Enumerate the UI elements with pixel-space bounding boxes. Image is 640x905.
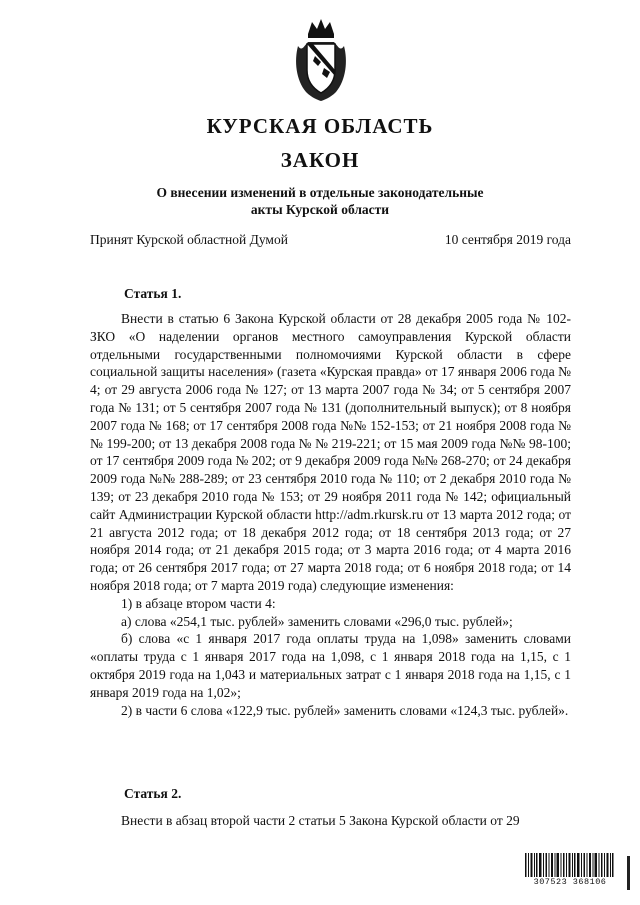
article-1-heading: Статья 1. [124, 286, 182, 301]
article-1-paragraph: 1) в абзаце втором части 4: [121, 595, 276, 611]
article-1-paragraph: Внести в статью 6 Закона Курской области от 28 декабря 2005 года № 102-ЗКО «О наделении органов местного самоуправления Курской области отдельными государственными полномочиями Курской области в сфере социальной защиты населения» (газета «Курская правда» от 17 января 2006 года № 4; от 29 августа 2006 года № 127; от 13 марта 2007 года № 34; от 5 сентября 2007 года № 131; от 5 сентября 2007 года № 131 (дополнительный выпуск); от 8 ноября 2007 года № 168; от 17 сентября 2008 года №№ 152-153; от 21 ноября 2008 года №№ 199-200; от 13 декабря 2008 года № № 219-221; от 15 мая 2009 года №№ 98-100; от 17 сентября 2009 года № 202; от 9 декабря 2009 года №№ 268-270; от 24 декабря 2009 года №№ 288-289; от 23 сентября 2010 года № 110; от 2 декабря 2010 года № 139; от 23 декабря 2010 года № 153; от 29 ноября 2011 года № 142; официальный сайт Администрации Курской области http://adm.rkursk.ru от 13 марта 2012 года; от 21 августа 2012 года; от 18 декабря 2012 года; от 18 сентября 2013 года; от 27 ноября 2014 года; от 21 декабря 2015 года; от 3 марта 2016 года; от 4 марта 2016 года; от 26 сентября 2017 года; от 27 марта 2018 года; от 6 ноября 2018 года; от 14 ноября 2018 года; от 7 марта 2019 года) следующие изменения: [90, 311, 571, 593]
document-type-title: ЗАКОН [280, 148, 360, 172]
article-2-text: Внести в абзац второй части 2 статьи 5 Закона Курской области от 29 [121, 813, 520, 828]
article-2-heading: Статья 2. [124, 786, 182, 801]
coat-of-arms-icon [288, 16, 354, 102]
article-1-paragraph: б) слова «с 1 января 2017 года оплаты труда на 1,098» заменить словами «оплаты труда с 1 января 2017 года на 1,098, с 1 января 2018 года на 1,15, с 1 октября 2019 года на 1,043 и материальных затрат с 1 января 2018 года на 1,15, с 1 января 2019 года на 1,02»; [90, 631, 571, 700]
law-subject-line-1: О внесении изменений в отдельные законодательные [156, 185, 484, 200]
barcode-number: 307523 368106 [525, 877, 615, 887]
law-subject-line-2: акты Курской области [250, 202, 390, 217]
article-1-paragraph: а) слова «254,1 тыс. рублей» заменить словами «296,0 тыс. рублей»; [121, 613, 513, 629]
law-subject [0, 184, 640, 218]
article-1-body [90, 310, 571, 719]
article-1-paragraph: 2) в части 6 слова «122,9 тыс. рублей» заменить словами «124,3 тыс. рублей». [121, 702, 569, 718]
region-title: КУРСКАЯ ОБЛАСТЬ [206, 114, 434, 138]
adopted-date: 10 сентября 2019 года [444, 232, 571, 247]
page-edge-mark [627, 856, 630, 890]
adopted-by: Принят Курской областной Думой [90, 232, 288, 247]
